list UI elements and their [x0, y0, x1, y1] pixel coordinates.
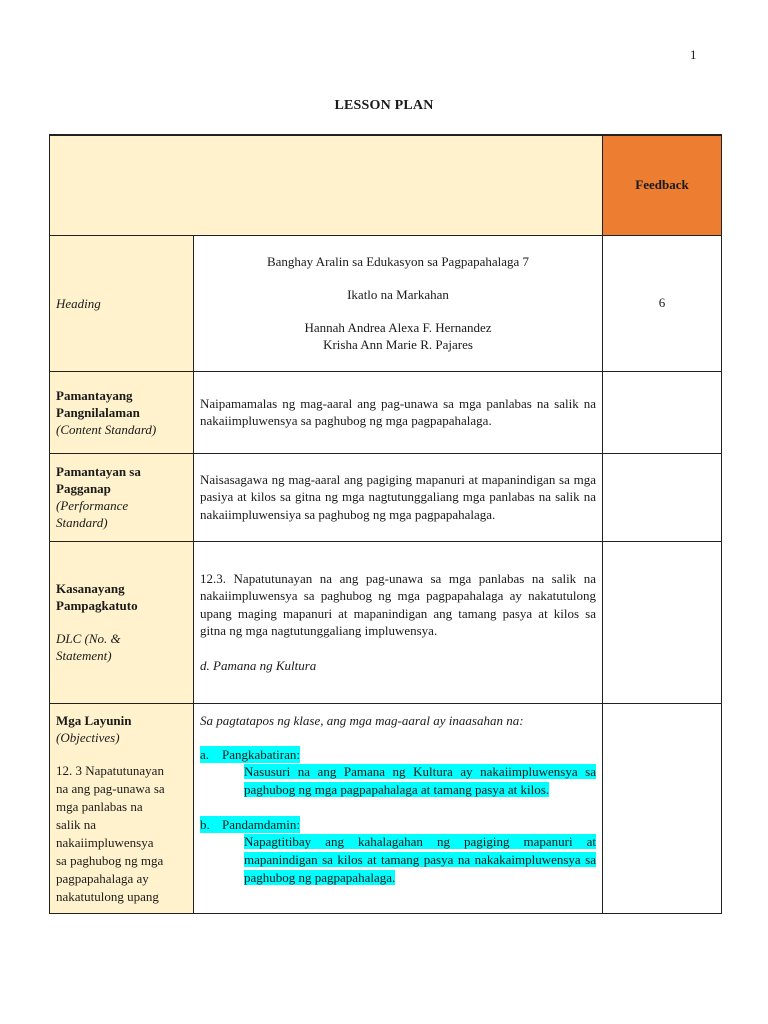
author-2: Krisha Ann Marie R. Pajares: [323, 337, 473, 352]
objectives-row: [50, 703, 722, 913]
competency-dlc-label-1: DLC (No. &: [56, 631, 121, 646]
performance-standard-label-line-2: Pagganap: [56, 481, 111, 496]
performance-standard-text: Naisasagawa ng mag-aaral ang pagiging mapanuri at mapanindigan sa mga pasiya at kilos sa gitna ng mga nagtutunggaliang mga panlabas na salik na nakaiimpluwensiya sa paghubog ng mga pagpapahalaga.: [200, 471, 596, 522]
objectives-label-line: nakaiimpluwensya: [56, 834, 154, 850]
page-number: 1: [690, 47, 697, 62]
objective-item: [200, 816, 596, 887]
performance-standard-text-cell: [194, 453, 603, 541]
competency-label-line-1: Kasanayang: [56, 581, 125, 596]
content-standard-label-line-2: Pangnilalaman: [56, 404, 140, 420]
competency-label-line-2: Pampagkatuto: [56, 598, 138, 613]
objective-description: Nasusuri na ang Pamana ng Kultura ay nakaiimpluwensya sa paghubog ng mga pagpapahalaga at tamang pasya at kilos.: [244, 763, 596, 797]
content-standard-label-line-1: Pamantayang: [56, 387, 133, 403]
subject-title: Banghay Aralin sa Edukasyon sa Pagpapahalaga 7: [266, 254, 530, 269]
competency-label-cell: [50, 541, 194, 703]
header-blank-cell: [50, 135, 603, 235]
content-standard-feedback-cell: [603, 371, 722, 453]
performance-standard-english-label-2: Standard): [56, 515, 108, 530]
objectives-english-label: (Objectives): [56, 729, 120, 745]
objectives-label-cell: [50, 703, 194, 913]
performance-standard-english-label-1: (Performance: [56, 498, 129, 513]
quarter-title: Ikatlo na Markahan: [347, 287, 449, 302]
content-standard-label-cell: [50, 371, 194, 453]
content-standard-text: Naipamamalas ng mag-aaral ang pag-unawa sa mga panlabas na salik na nakaiimpluwensya sa paghubog ng mga pagpapahalaga.: [200, 395, 596, 428]
objective-title: Pandamdamin:: [222, 816, 300, 832]
author-1: Hannah Andrea Alexa F. Hernandez: [304, 320, 492, 335]
content-standard-row: [50, 371, 722, 453]
objective-title: Pangkabatiran:: [222, 746, 300, 762]
objectives-label-line: mga panlabas na: [56, 798, 143, 814]
objectives-label: Mga Layunin: [56, 712, 132, 728]
performance-standard-feedback-cell: [603, 453, 722, 541]
performance-standard-label-line-1: Pamantayan sa: [56, 464, 141, 479]
objectives-text-cell: [194, 703, 603, 913]
competency-feedback-cell: [603, 541, 722, 703]
objectives-label-line: pagpapahalaga ay: [56, 870, 149, 886]
competency-text-cell: [194, 541, 603, 703]
content-standard-text-cell: [194, 371, 603, 453]
objectives-label-line: 12. 3 Napatutunayan: [56, 762, 164, 778]
document-title: LESSON PLAN: [334, 98, 434, 113]
objective-item: [200, 746, 596, 799]
objectives-feedback-cell: [603, 703, 722, 913]
objectives-label-line: salik na: [56, 816, 97, 832]
competency-row: [50, 541, 722, 703]
heading-feedback-cell: [603, 235, 722, 371]
feedback-header: Feedback: [603, 135, 722, 235]
competency-topic: d. Pamana ng Kultura: [200, 657, 317, 673]
heading-row: [50, 235, 722, 371]
objective-letter: b.: [200, 816, 222, 833]
performance-standard-label-cell: [50, 453, 194, 541]
objective-letter: a.: [200, 746, 222, 763]
performance-standard-row: [50, 453, 722, 541]
content-standard-english-label: (Content Standard): [56, 421, 157, 437]
competency-dlc-label-2: Statement): [56, 648, 112, 663]
lesson-plan-table: [49, 134, 722, 914]
heading-feedback-value: 6: [658, 295, 666, 310]
objectives-label-line: nakatutulong upang: [56, 888, 159, 904]
objectives-intro: Sa pagtatapos ng klase, ang mga mag-aaral ay inaasahan na:: [200, 712, 524, 728]
heading-content-cell: [194, 235, 603, 371]
objectives-label-line: sa paghubog ng mga: [56, 852, 164, 868]
heading-label-cell: [50, 235, 194, 371]
table-header-row: [50, 135, 722, 235]
objectives-label-line: na ang pag-unawa sa: [56, 780, 165, 796]
competency-text: 12.3. Napatutunayan na ang pag-unawa sa mga panlabas na salik na nakaiimpluwensya sa paghubog ng mga pagpapahalaga ay nakatutulong upang maging mapanuri at mapanindigan ang tamang pasya at kilos sa gitna ng mga nagtutunggaliang impluwensya.: [200, 570, 596, 639]
heading-label: Heading: [56, 295, 101, 311]
objective-description: Napagtitibay ang kahalagahan ng pagiging mapanuri at mapanindigan sa kilos at tamang pasya na nakakaimpluwensya sa paghubog ng pagpapahalaga.: [244, 833, 596, 885]
